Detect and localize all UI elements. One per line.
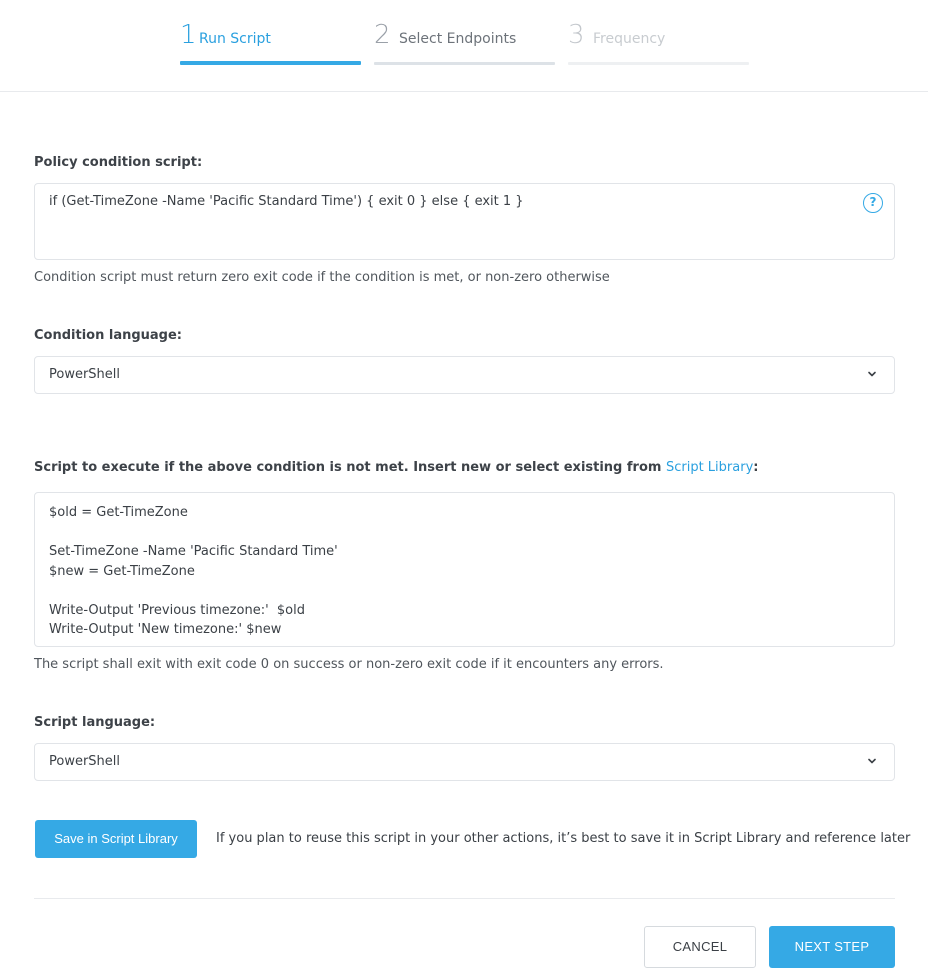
step-label: Select Endpoints xyxy=(399,31,517,47)
script-language-value: PowerShell xyxy=(49,754,121,769)
wizard-header xyxy=(0,0,928,92)
cancel-button[interactable]: CANCEL xyxy=(644,926,756,968)
script-line xyxy=(49,581,338,601)
script-hint: The script shall exit with exit code 0 on success or non-zero exit code if it encounters any errors. xyxy=(34,657,664,672)
script-library-link[interactable]: Script Library xyxy=(665,460,754,475)
script-line: Write-Output 'Previous timezone:' $old xyxy=(49,602,306,618)
script-lines xyxy=(49,503,338,640)
script-line: $old = Get-TimeZone xyxy=(49,505,188,520)
condition-language-select[interactable] xyxy=(34,356,895,394)
step-number: 1 xyxy=(180,20,197,50)
footer-divider xyxy=(34,898,895,899)
step-progress-bar xyxy=(374,62,555,65)
step-progress-bar xyxy=(568,62,749,65)
condition-script-input[interactable] xyxy=(34,183,895,260)
step-run-script[interactable] xyxy=(180,18,361,65)
script-line: $new = Get-TimeZone xyxy=(49,563,195,579)
step-number: 2 xyxy=(374,20,391,50)
condition-script-label: Policy condition script: xyxy=(34,155,203,170)
save-in-script-library-button[interactable]: Save in Script Library xyxy=(35,820,197,858)
script-line: Set-TimeZone -Name 'Pacific Standard Time' xyxy=(49,544,338,559)
question-circle-icon[interactable]: ? xyxy=(863,193,883,213)
step-progress-bar xyxy=(180,61,361,65)
step-number: 3 xyxy=(568,20,585,50)
condition-script-text: if (Get-TimeZone -Name 'Pacific Standard Time') { exit 0 } else { exit 1 } xyxy=(49,194,524,209)
step-label: Run Script xyxy=(199,31,271,47)
script-language-select[interactable] xyxy=(34,743,895,781)
condition-language-label: Condition language: xyxy=(34,328,183,343)
script-label-suffix: : xyxy=(753,460,759,475)
script-editor[interactable] xyxy=(34,492,895,647)
script-label xyxy=(34,460,758,476)
step-label: Frequency xyxy=(593,31,666,47)
condition-script-hint: Condition script must return zero exit code if the condition is met, or non-zero otherwise xyxy=(34,270,610,285)
chevron-down-icon xyxy=(866,368,878,380)
script-line xyxy=(49,523,338,543)
step-select-endpoints[interactable] xyxy=(374,18,555,65)
save-library-hint: If you plan to reuse this script in your other actions, it’s best to save it in Script Library and reference later xyxy=(216,831,911,846)
next-step-button[interactable]: NEXT STEP xyxy=(769,926,895,968)
chevron-down-icon xyxy=(866,755,878,767)
condition-language-value: PowerShell xyxy=(49,367,121,382)
script-line: Write-Output 'New timezone:' $new xyxy=(49,622,282,637)
step-frequency xyxy=(568,18,749,65)
script-label-text: Script to execute if the above condition is not met. Insert new or select existing from xyxy=(34,460,666,475)
script-language-label: Script language: xyxy=(34,715,156,730)
